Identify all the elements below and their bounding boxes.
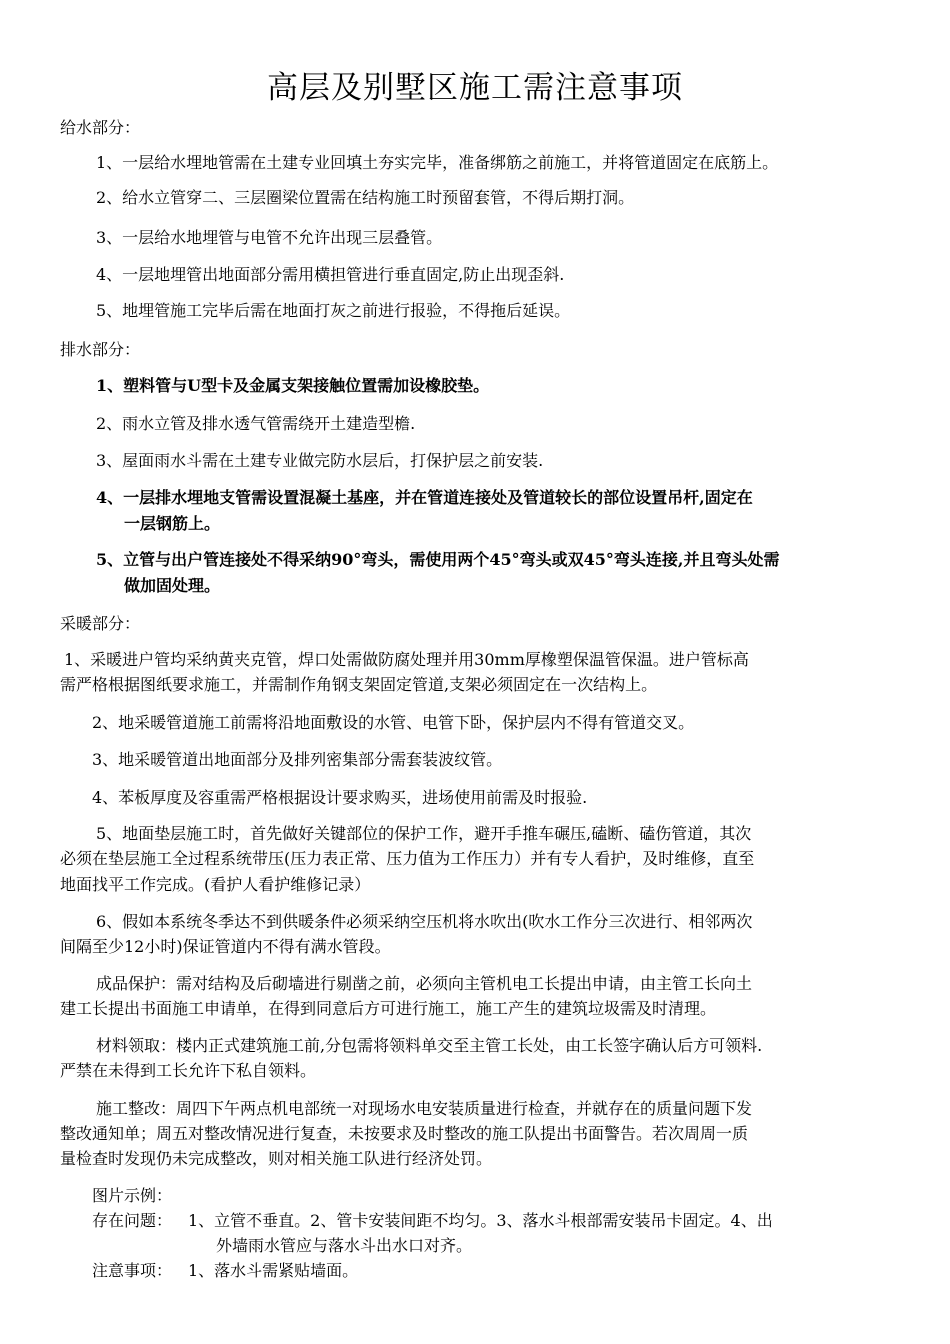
heating-item-5-cont-2: 地面找平工作完成。(看护人看护维修记录） bbox=[60, 875, 371, 894]
water-supply-heading: 给水部分： bbox=[60, 118, 141, 137]
rectification-line-2: 整改通知单；周五对整改情况进行复查，未按要求及时整改的施工队提出书面警告。若次周周一质 bbox=[60, 1124, 749, 1143]
material-collection-line-2: 严禁在未得到工长允许下私自领料。 bbox=[60, 1061, 317, 1080]
water-supply-item-3: 3、一层给水地埋管与电管不允许出现三层叠管。 bbox=[96, 228, 443, 247]
examples-heading: 图片示例： bbox=[92, 1186, 173, 1205]
heating-item-1-cont: 需严格根据图纸要求施工，并需制作角钢支架固定管道,支架必须固定在一次结构上。 bbox=[60, 675, 658, 694]
drainage-heading: 排水部分： bbox=[60, 340, 141, 359]
water-supply-item-2: 2、给水立管穿二、三层圈梁位置需在结构施工时预留套管，不得后期打洞。 bbox=[96, 188, 635, 207]
drainage-item-3: 3、屋面雨水斗需在土建专业做完防水层后，打保护层之前安装. bbox=[96, 451, 544, 470]
heating-item-6: 6、假如本系统冬季达不到供暖条件必须采纳空压机将水吹出(吹水工作分三次进行、相邻两次 bbox=[96, 912, 753, 931]
heating-item-5: 5、地面垫层施工时，首先做好关键部位的保护工作，避开手推车碾压,磕断、磕伤管道，其次 bbox=[96, 824, 752, 843]
finished-protection-line-1: 成品保护：需对结构及后砌墙进行剔凿之前，必须向主管机电工长提出申请，由主管工长向土 bbox=[96, 974, 753, 993]
rectification-line-3: 量检查时发现仍未完成整改，则对相关施工队进行经济处罚。 bbox=[60, 1149, 493, 1168]
issues-line-1: 1、立管不垂直。2、管卡安装间距不均匀。3、落水斗根部需安装吊卡固定。4、出 bbox=[188, 1211, 773, 1230]
heating-item-3: 3、地采暖管道出地面部分及排列密集部分需套装波纹管。 bbox=[92, 750, 503, 769]
finished-protection-line-2: 建工长提出书面施工申请单，在得到同意后方可进行施工，施工产生的建筑垃圾需及时清理。 bbox=[60, 999, 717, 1018]
drainage-item-2: 2、雨水立管及排水透气管需绕开土建造型檐. bbox=[96, 414, 416, 433]
notes-line-1: 1、落水斗需紧贴墙面。 bbox=[188, 1261, 359, 1280]
heating-item-1: 1、采暖进户管均采纳黄夹克管，焊口处需做防腐处理并用30mm厚橡塑保温管保温。进户管标高 bbox=[64, 650, 749, 669]
drainage-item-4: 4、一层排水埋地支管需设置混凝土基座，并在管道连接处及管道较长的部位设置吊杆,固定在 bbox=[96, 488, 753, 507]
water-supply-item-1: 1、一层给水埋地管需在土建专业回填土夯实完毕，准备绑筋之前施工，并将管道固定在底筋上。 bbox=[96, 153, 779, 172]
issues-label: 存在问题： bbox=[92, 1211, 173, 1230]
material-collection-line-1: 材料领取：楼内正式建筑施工前,分包需将领料单交至主管工长处，由工长签字确认后方可领料. bbox=[96, 1036, 763, 1055]
drainage-item-4-cont: 一层钢筋上。 bbox=[124, 514, 221, 533]
document-title: 高层及别墅区施工需注意事项 bbox=[267, 70, 683, 106]
heating-item-2: 2、地采暖管道施工前需将沿地面敷设的水管、电管下卧，保护层内不得有管道交叉。 bbox=[92, 713, 695, 732]
water-supply-item-4: 4、一层地埋管出地面部分需用横担管进行垂直固定,防止出现歪斜. bbox=[96, 265, 565, 284]
heating-item-5-cont-1: 必须在垫层施工全过程系统带压(压力表正常、压力值为工作压力）并有专人看护，及时维修，直至 bbox=[60, 849, 755, 868]
drainage-item-5: 5、立管与出户管连接处不得采纳90°弯头，需使用两个45°弯头或双45°弯头连接,并且弯头处需 bbox=[96, 550, 780, 569]
heating-item-6-cont: 间隔至少12小时)保证管道内不得有满水管段。 bbox=[60, 937, 391, 956]
drainage-item-1: 1、塑料管与U型卡及金属支架接触位置需加设橡胶垫。 bbox=[96, 376, 490, 395]
issues-line-2: 外墙雨水管应与落水斗出水口对齐。 bbox=[216, 1236, 473, 1255]
notes-label: 注意事项： bbox=[92, 1261, 173, 1280]
heating-heading: 采暖部分： bbox=[60, 614, 141, 633]
drainage-item-5-cont: 做加固处理。 bbox=[124, 576, 221, 595]
heating-item-4: 4、苯板厚度及容重需严格根据设计要求购买，进场使用前需及时报验. bbox=[92, 788, 588, 807]
rectification-line-1: 施工整改：周四下午两点机电部统一对现场水电安装质量进行检查，并就存在的质量问题下发 bbox=[96, 1099, 753, 1118]
water-supply-item-5: 5、地埋管施工完毕后需在地面打灰之前进行报验，不得拖后延误。 bbox=[96, 301, 571, 320]
